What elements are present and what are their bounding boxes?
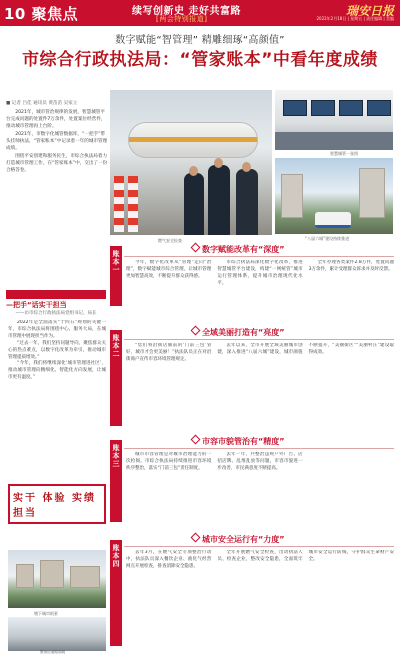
gas-tank (128, 122, 258, 158)
section-band-4: 账本四 (110, 540, 122, 646)
officer-figure (184, 173, 204, 235)
officer-head (242, 162, 251, 172)
safety-pole (128, 176, 138, 232)
lead-article (6, 100, 108, 175)
section-paragraph: 市综合执法局深化数字化改革，推进智慧城管平台建设，构建“一网统管”城市运行管理体系，提升城市治理现代化水平。 (217, 260, 303, 286)
section-3-body (126, 452, 394, 524)
main-headline: 市综合行政执法局：“管家账本”中看年度成绩 (22, 50, 378, 70)
left-photo-city (8, 550, 106, 608)
header-slogan-sub: [两会特别报道] (156, 15, 208, 23)
officer-head (189, 166, 198, 176)
officer-figure (208, 165, 230, 235)
monitor-screen (339, 100, 363, 116)
section-divider (124, 546, 394, 547)
safety-pole (114, 176, 124, 232)
section-paragraph: 全年开展燃气安全检查，出动执法人员、检查企业，整改安全隐患，全面筑牢城市安全运行防线，守护群众生命财产安全。 (217, 550, 394, 562)
monitor-screen (311, 100, 335, 116)
building (16, 564, 34, 588)
lead-paragraph: 2021年，市数字化城管数据库，“一把手”带头挂帅执法，“管家账本”中记录着一年的城市管理成绩。 (6, 132, 108, 151)
right-photo-control-room (275, 90, 393, 150)
main-photo-caption: 燃气安全检查 (158, 238, 182, 243)
section-paragraph: 去年一年，共整治违规户外广告、店招店牌、乱堆乱放等问题，市容市貌进一步改善，市民满意度不断提高。 (217, 452, 303, 471)
section-title-2: 全域美丽打造有“亮度” (192, 327, 285, 338)
right-photo-2-caption: “八届六城”建设持续推进 (305, 236, 350, 241)
section-2-body (126, 343, 394, 427)
section-title-1: 数字赋能改革有“深度” (192, 244, 285, 255)
section-paragraph: 去年以来，全市开展全域美丽城市创建，深入推进“八届六城”建设，城市颜值不断提升，“美丽街区”“美丽村庄”建设取得成效。 (217, 343, 394, 355)
main-photo (110, 90, 272, 235)
section-paragraph: 全年办理各类案件2.8万件，处置问题3万余件，累计受理群众诉求并及时反馈。 (308, 260, 394, 272)
lead-paragraph: 2021年，城市管治规律的发展，智慧城管平台完成问题的处置件7万余件，处置案位经营件，推动城市管理再上台阶。 (6, 110, 106, 129)
van (315, 212, 351, 228)
building (40, 560, 64, 588)
sidebar-title: —把手“话实干担当 (6, 301, 67, 309)
left-photo-caption: 塘下城市街景 (34, 611, 58, 616)
officer-head (214, 158, 223, 168)
headline-kicker: 数字赋能“智管理” 精雕细琢“高颜值” (115, 35, 285, 46)
comment-box (8, 484, 106, 524)
section-divider (124, 256, 394, 257)
sidebar-body (8, 320, 106, 480)
right-photo-street (275, 158, 393, 234)
sidebar-paragraph: 2022年是全面落实“十四五”规划的关键一年，市综合执法局将围绕中心、服务大局，在城市管理中展现担当作为。 (8, 320, 106, 339)
sidebar-subtitle: ——访市综合行政执法局党组书记、局长 (15, 311, 97, 316)
monitor-screen (283, 100, 307, 116)
page-header (0, 0, 400, 26)
sidebar-paragraph: “过去一年，我们坚持问题导向，聚焦群众关心的热点难点，以数字化改革为牵引，推动城市管理提质增效。” (8, 340, 106, 360)
lead-byline: ■ 记者 吕佳 通讯员 黄苗苗 吴家立 (6, 101, 78, 106)
building (281, 174, 303, 218)
sidebar-paragraph: “今年，我们将继续深化‘城市管理进社区’，推动城市管理向精细化、智能化方向发展，让城市更有温度。” (8, 361, 106, 381)
left-photo-2-caption: 整治后道路面貌 (40, 650, 66, 654)
desk (275, 132, 393, 150)
section-divider (124, 339, 394, 340)
sidebar-band (6, 290, 106, 299)
building (359, 168, 385, 218)
section-1-body (126, 260, 394, 318)
section-4-body (126, 550, 394, 650)
section-paragraph: 去年3月，在燃气安全专项整治行动中，执法队员深入餐饮企业、液化气经营网点开展检查，排查消除安全隐患。 (126, 550, 212, 569)
section-divider (124, 448, 394, 449)
section-title-3: 市容市貌管治有“精度” (192, 436, 285, 447)
section-band-3: 账本三 (110, 440, 122, 522)
monitor-screen (367, 100, 391, 116)
page-number-title: 10 聚焦点 (4, 5, 79, 23)
comment-heading: 实干 体验 实绩 担当 (13, 493, 96, 519)
left-photo-road (8, 617, 106, 651)
right-photo-1-caption: 智慧城管一张图 (330, 151, 358, 156)
section-paragraph: 城市市容管理是对城市治理能力的一次检阅。市综合执法局持续推进市容环境秩序整治，落实“门前三包”责任制度。 (126, 452, 212, 471)
section-title-4: 城市安全运行有“力度” (192, 534, 285, 545)
newspaper-logo: 瑞安日报 (345, 4, 394, 18)
header-meta: 2022年2月18日 | 星期五 | 责任编辑 | 美编 (316, 16, 394, 21)
section-band-1: 账本一 (110, 246, 122, 306)
section-band-2: 账本二 (110, 330, 122, 426)
lead-paragraph: 围绕平安创建和服务民生，市综合执法局着力打造城市管理工作，在“管家账本”中，交出了一份合格答卷。 (6, 154, 108, 173)
officer-figure (236, 169, 258, 235)
section-paragraph: 今年，数字化改革从“管理”走向“治理”，数字赋能城市综合管理，让城市管理更加智慧高效，不断提升群众获得感。 (126, 260, 212, 279)
section-paragraph: “您们将沿街店铺前的‘门前三包’管好，城市才会更美丽！”执法队员正在对沿街商户宣传市容环境管理规定。 (126, 343, 212, 362)
building (70, 566, 100, 588)
header-slogan: 续写创新史 走好共富路 (132, 6, 241, 17)
